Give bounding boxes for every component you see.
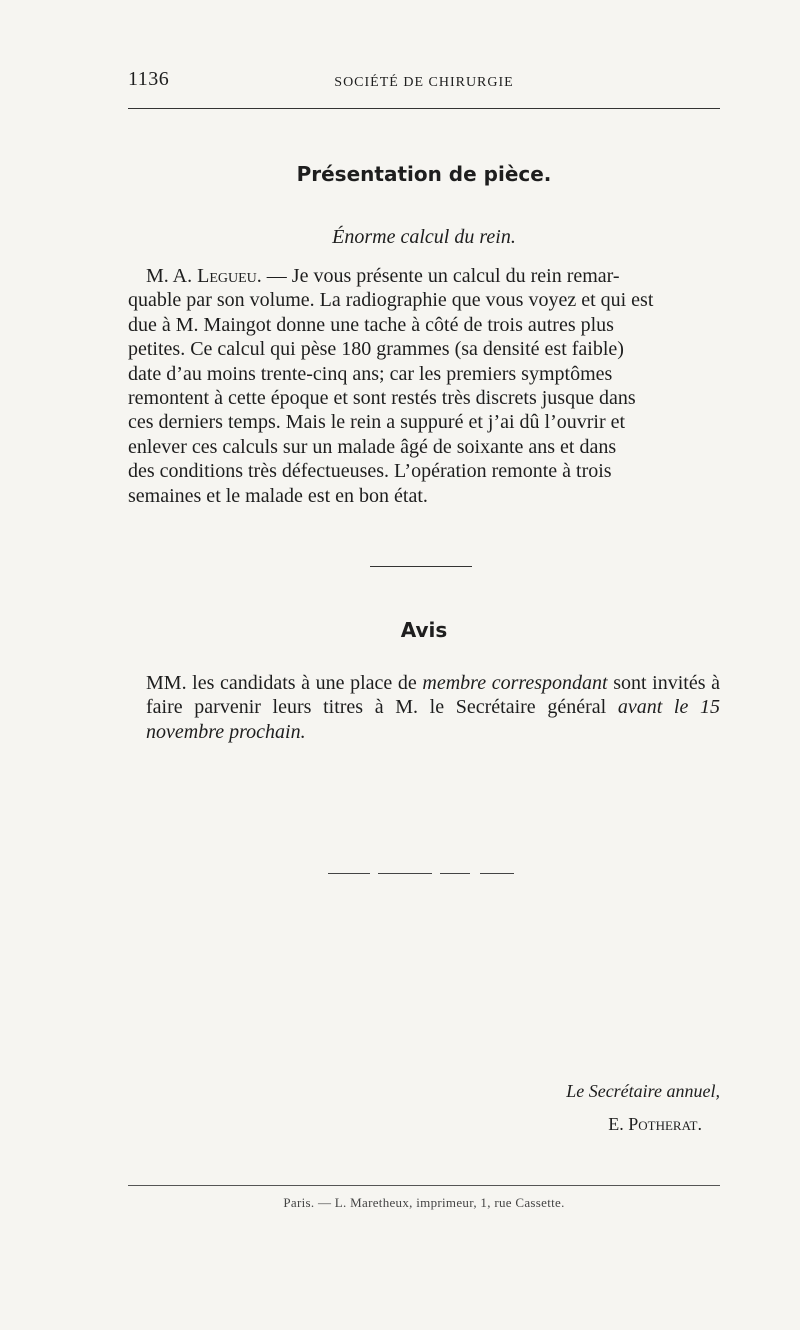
paragraph-line: due à M. Maingot donne une tache à côté de trois autres plus bbox=[128, 313, 614, 336]
section-separator bbox=[370, 566, 472, 567]
signature-name-text: Potherat. bbox=[628, 1114, 702, 1134]
avis-text-part: sont invités à faire parvenir leurs titres à M. le Secrétaire général bbox=[146, 672, 720, 719]
paragraph-line: date d’au moins trente-cinq ans; car les premiers symptômes bbox=[128, 362, 613, 385]
avis-emphasis: membre correspondant bbox=[422, 672, 608, 694]
signature-role: Le Secrétaire annuel, bbox=[566, 1081, 720, 1101]
paragraph-line: quable par son volume. La radiographie que vous voyez et qui est bbox=[128, 289, 654, 312]
footer-rule bbox=[128, 1185, 720, 1186]
paragraph-line: semaines et le malade est en bon état. bbox=[128, 484, 428, 507]
section-title-avis: Avis bbox=[400, 618, 448, 642]
page-header bbox=[128, 68, 720, 98]
avis-deadline: avant le 15 novembre prochain. bbox=[146, 696, 721, 743]
paragraph-line-text: . — Je vous présente un calcul du rein remar- bbox=[256, 265, 620, 287]
printer-imprint: Paris. — L. Maretheux, imprimeur, 1, rue Cassette. bbox=[283, 1195, 565, 1210]
paragraph-line bbox=[128, 264, 720, 288]
running-title: SOCIÉTÉ DE CHIRURGIE bbox=[334, 75, 514, 90]
paragraph-line: remontent à cette époque et sont restés très discrets jusque dans bbox=[128, 387, 636, 410]
paragraph-line: enlever ces calculs sur un malade âgé de soixante ans et dans bbox=[128, 435, 617, 458]
avis-text bbox=[128, 671, 720, 744]
body-paragraph-legueu bbox=[128, 264, 720, 508]
page-number: 1136 bbox=[128, 68, 170, 90]
signature-name-prefix: E. bbox=[608, 1114, 629, 1134]
paragraph-line: des conditions très défectueuses. L’opération remonte à trois bbox=[128, 460, 612, 483]
section-title-presentation: Présentation de pièce. bbox=[296, 162, 552, 186]
paragraph-line: petites. Ce calcul qui pèse 180 grammes (sa densité est faible) bbox=[128, 338, 624, 361]
avis-text-part: MM. les candidats à une place de bbox=[146, 672, 423, 694]
speaker-prefix: M. A. bbox=[146, 265, 198, 287]
header-rule bbox=[128, 108, 720, 109]
speaker-name: Legueu bbox=[197, 265, 257, 287]
section-subtitle: Énorme calcul du rein. bbox=[332, 226, 516, 248]
paragraph-line: ces derniers temps. Mais le rein a suppuré et j’ai dû l’ouvrir et bbox=[128, 411, 626, 434]
signature-name bbox=[608, 1114, 702, 1135]
body-paragraph-avis bbox=[128, 671, 720, 744]
